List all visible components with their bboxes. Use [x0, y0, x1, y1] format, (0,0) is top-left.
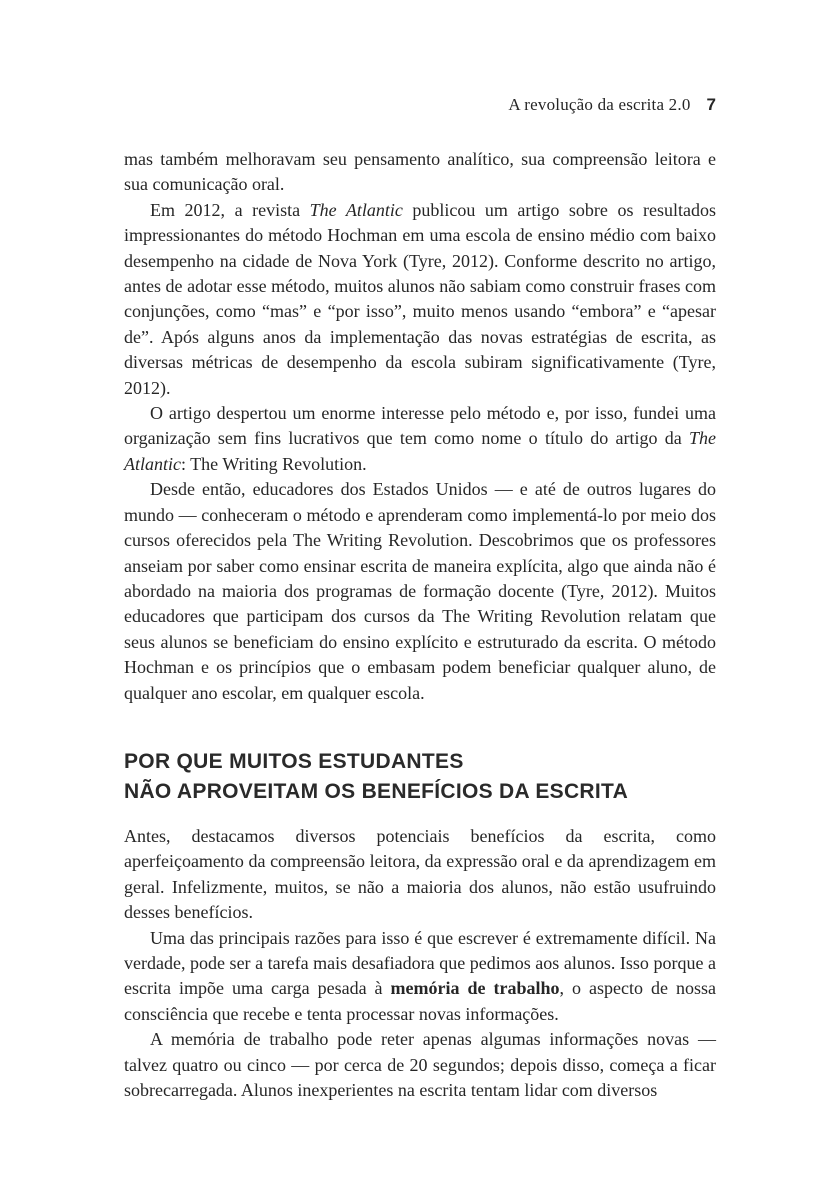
running-title: A revolução da escrita 2.0 — [508, 95, 691, 114]
paragraph — [124, 477, 716, 706]
page-number: 7 — [706, 95, 716, 114]
running-header — [124, 95, 716, 115]
paragraph — [124, 198, 716, 401]
text-run-normal: mas também melhoravam seu pensamento analítico, sua compreensão leitora e sua comunicação oral. — [124, 149, 716, 195]
text-run-normal: Em 2012, a revista — [150, 199, 310, 220]
text-run-normal: , o aspecto de nossa consciência que recebe e tenta processar novas informações. — [124, 978, 716, 1024]
text-run-normal: Antes, destacamos diversos potenciais benefícios da escrita, como aperfeiçoamento da compreensão leitora, da expressão oral e da aprendizagem em geral. Infelizmente, muitos, se não a maioria dos alunos, não estão usufruindo desses benefícios. — [124, 825, 716, 923]
section-heading-line1: POR QUE MUITOS ESTUDANTES — [124, 749, 464, 773]
section-heading-line2: NÃO APROVEITAM OS BENEFÍCIOS DA ESCRITA — [124, 779, 629, 803]
paragraphs-after-heading — [124, 824, 716, 1103]
paragraph — [124, 401, 716, 477]
text-run-italic: The Atlantic — [309, 199, 403, 220]
paragraphs-before-heading — [124, 147, 716, 706]
text-run-normal: publicou um artigo sobre os resultados impressionantes do método Hochman em uma escola de ensino médio com baixo desempenho na cidade de Nova York (Tyre, 2012). Conforme descrito no artigo, antes de adotar esse método, muitos alunos não sabiam como construir frases com conjunções, como “mas” e “por isso”, muito menos usando “embora” e “apesar de”. Após alguns anos da implementação das novas estratégias de escrita, as diversas métricas de desempenho da escola subiram significativamente (Tyre, 2012). — [124, 199, 716, 398]
text-run-normal: Desde então, educadores dos Estados Unidos — e até de outros lugares do mundo — conheceram o método e aprenderam como implementá-lo por meio dos cursos oferecidos pela The Writing Revolution. Descobrimos que os professores anseiam por saber como ensinar escrita de maneira explícita, algo que ainda não é abordado na maioria dos programas de formação docente (Tyre, 2012). Muitos educadores que participam dos cursos da The Writing Revolution relatam que seus alunos se beneficiam do ensino explícito e estruturado da escrita. O método Hochman e os princípios que o embasam podem beneficiar qualquer aluno, de qualquer ano escolar, em qualquer escola. — [124, 479, 716, 703]
paragraph — [124, 824, 716, 926]
text-run-bold: memória de trabalho — [390, 978, 560, 999]
section-heading — [124, 747, 716, 807]
text-run-normal: Uma das principais razões para isso é que escrever é extremamente difícil. Na verdade, pode ser a tarefa mais desafiadora que pedimos aos alunos. Isso porque a escrita impõe uma carga pesada à — [124, 927, 716, 999]
paragraph — [124, 1027, 716, 1103]
text-run-normal: : The Writing Revolution. — [181, 453, 367, 474]
paragraph — [124, 926, 716, 1028]
text-run-normal: A memória de trabalho pode reter apenas algumas informações novas — talvez quatro ou cinco — por cerca de 20 segundos; depois disso, começa a ficar sobrecarregada. Alunos inexperientes na escrita tentam lidar com diversos — [124, 1029, 716, 1100]
text-run-normal: O artigo despertou um enorme interesse pelo método e, por isso, fundei uma organização sem fins lucrativos que tem como nome o título do artigo da — [124, 403, 716, 449]
page-content — [124, 95, 716, 1103]
body-text — [124, 147, 716, 1103]
text-run-italic: The Atlantic — [124, 428, 716, 474]
paragraph — [124, 147, 716, 198]
